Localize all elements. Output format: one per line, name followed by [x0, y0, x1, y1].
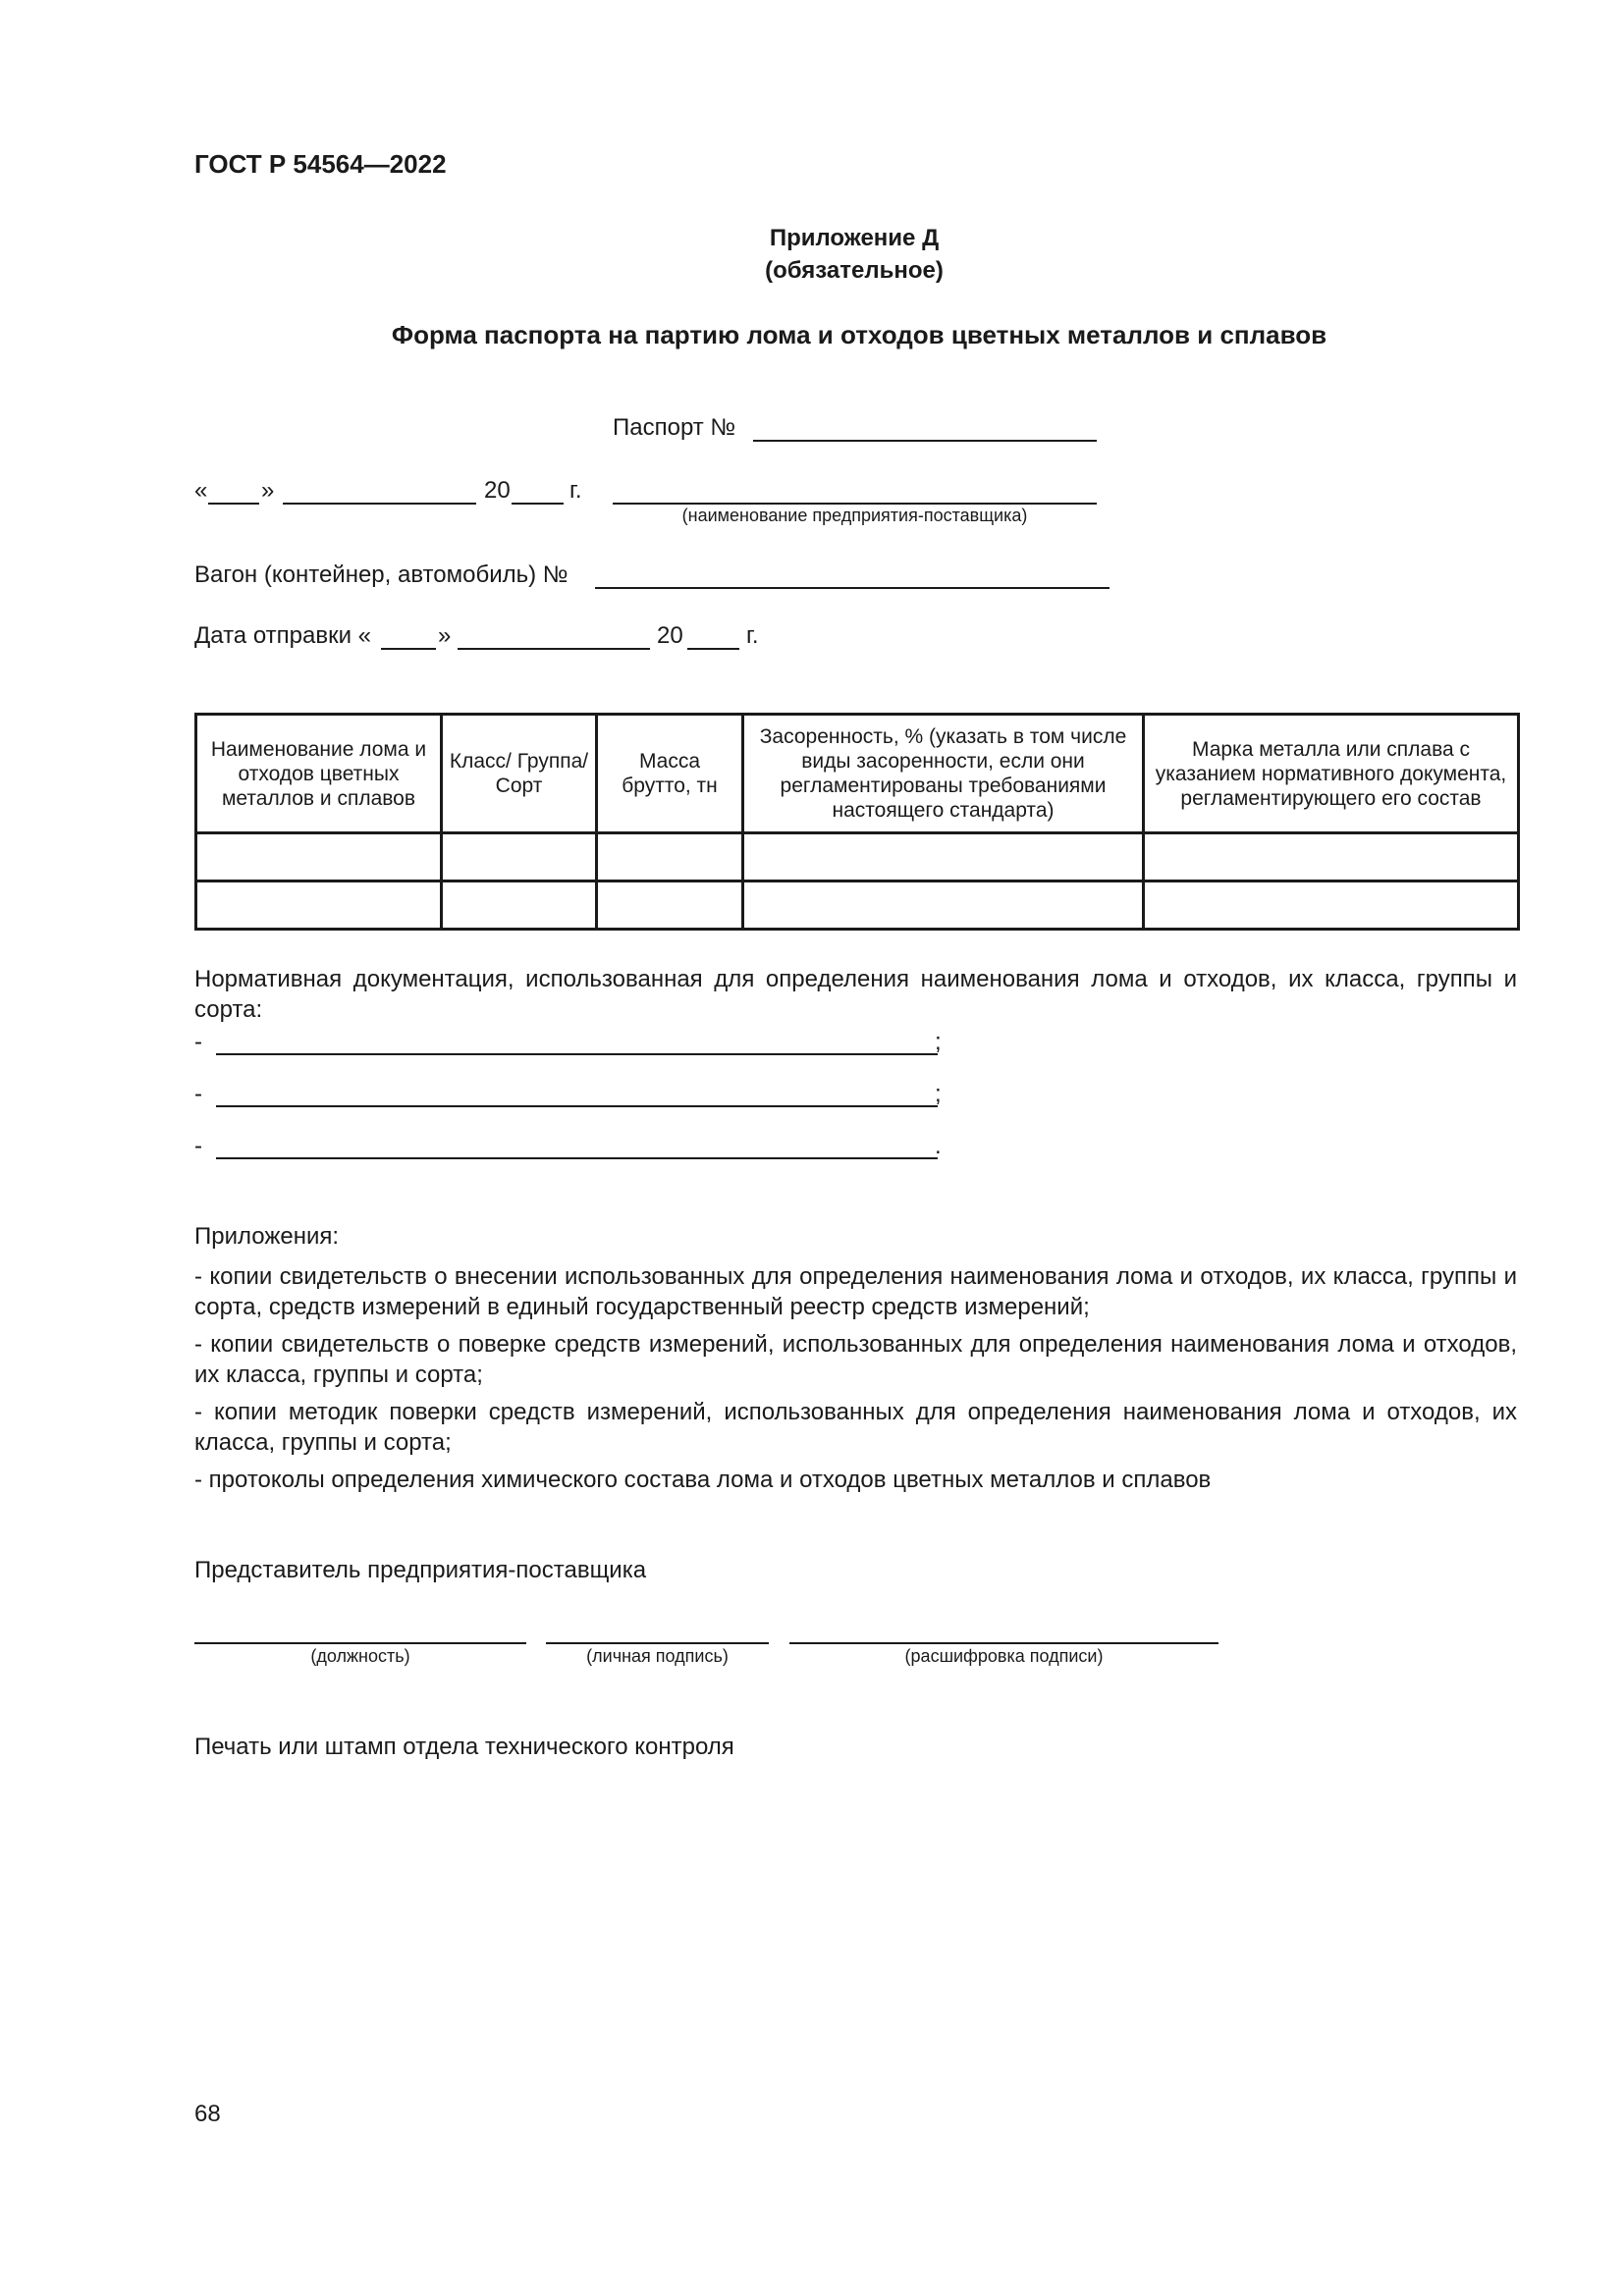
shipment-day-field[interactable] [381, 648, 436, 650]
table-row [196, 833, 1519, 881]
supplier-caption: (наименование предприятия-поставщика) [681, 506, 1028, 525]
table-cell[interactable] [442, 833, 597, 881]
stamp-label: Печать или штамп отдела технического контроля [194, 1734, 734, 1760]
date-day-field[interactable] [208, 503, 259, 505]
page-number: 68 [194, 2101, 221, 2127]
form-title: Форма паспорта на партию лома и отходов цветных металлов и сплавов [391, 320, 1327, 349]
shipment-label: Дата отправки « [194, 622, 371, 649]
attachment-item: - протоколы определения химического состава лома и отходов цветных металлов и сплавов [194, 1467, 1212, 1493]
header-contamination: Засоренность, % (указать в том числе виды засоренности, если они регламентированы требованиями настоящего стандарта) [743, 715, 1144, 833]
normative-ending: ; [935, 1081, 942, 1107]
table-cell[interactable] [196, 833, 442, 881]
normative-ending: . [935, 1133, 942, 1159]
normative-bullet: - [194, 1081, 202, 1107]
header-gross-mass: Масса брутто, тн [597, 715, 743, 833]
normative-doc-field-2[interactable] [216, 1105, 938, 1107]
table-header-row [196, 715, 1519, 833]
attachment-item: - копии свидетельств о поверке средств измерений, использованных для определения наименования лома и отходов, их класса, группы и сорта; [194, 1331, 1517, 1388]
normative-bullet: - [194, 1133, 202, 1159]
header-scrap-name: Наименование лома и отходов цветных металлов и сплавов [196, 715, 442, 833]
date-year-field[interactable] [512, 503, 564, 505]
passport-number-field[interactable] [753, 440, 1097, 442]
table-cell[interactable] [597, 881, 743, 930]
header-metal-grade: Марка металла или сплава с указанием нормативного документа, регламентирующего его состав [1144, 715, 1519, 833]
position-field[interactable] [194, 1642, 526, 1644]
wagon-label: Вагон (контейнер, автомобиль) № [194, 561, 568, 588]
table-cell[interactable] [196, 881, 442, 930]
decode-caption: (расшифровка подписи) [904, 1646, 1104, 1666]
shipment-close-quote: » [438, 622, 452, 649]
normative-doc-field-3[interactable] [216, 1157, 938, 1159]
standard-code: ГОСТ Р 54564—2022 [194, 149, 447, 179]
attachment-item: - копии методик поверки средств измерений, использованных для определения наименования лома и отходов, их класса, группы и сорта; [194, 1399, 1517, 1456]
shipment-month-field[interactable] [458, 648, 650, 650]
signature-field[interactable] [546, 1642, 769, 1644]
normative-docs-text: Нормативная документация, использованная для определения наименования лома и отходов, их класса, группы и сорта: [194, 966, 1517, 1023]
date-year-suffix: г. [569, 477, 582, 504]
wagon-number-field[interactable] [595, 587, 1110, 589]
appendix-status: (обязательное) [765, 257, 944, 284]
appendix-title: Приложение Д [769, 225, 940, 251]
batch-table [194, 713, 1520, 931]
date-open-quote: « [194, 477, 208, 504]
signature-caption: (личная подпись) [586, 1646, 729, 1666]
table-cell[interactable] [743, 833, 1144, 881]
normative-bullet: - [194, 1029, 202, 1055]
table-cell[interactable] [442, 881, 597, 930]
representative-label: Представитель предприятия-поставщика [194, 1557, 647, 1583]
normative-ending: ; [935, 1029, 942, 1055]
date-month-field[interactable] [283, 503, 476, 505]
passport-label: Паспорт № [613, 414, 736, 441]
shipment-year-suffix: г. [746, 622, 759, 649]
table-cell[interactable] [743, 881, 1144, 930]
table-cell[interactable] [1144, 881, 1519, 930]
normative-doc-field-1[interactable] [216, 1053, 938, 1055]
attachment-item: - копии свидетельств о внесении использованных для определения наименования лома и отходов, их класса, группы и сорта, средств измерений в единый государственный реестр средств измерений; [194, 1263, 1517, 1320]
shipment-year-prefix: 20 [657, 622, 683, 649]
table-row [196, 881, 1519, 930]
date-close-quote: » [261, 477, 275, 504]
attachments-title: Приложения: [194, 1223, 340, 1250]
header-class-group-grade: Класс/ Группа/ Сорт [442, 715, 597, 833]
shipment-year-field[interactable] [687, 648, 739, 650]
date-year-prefix: 20 [484, 477, 511, 504]
position-caption: (должность) [310, 1646, 410, 1666]
signature-decode-field[interactable] [789, 1642, 1218, 1644]
table-cell[interactable] [1144, 833, 1519, 881]
table-cell[interactable] [597, 833, 743, 881]
